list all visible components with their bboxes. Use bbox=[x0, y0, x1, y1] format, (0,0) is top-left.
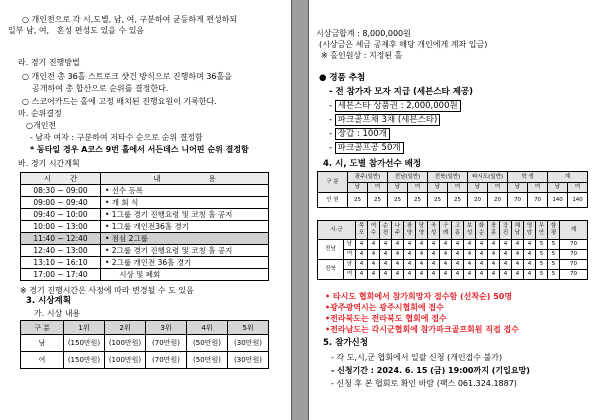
notice-line: •광주광역시는 광주시협회에 접수 bbox=[325, 303, 444, 312]
awards-cell: (150만원) bbox=[64, 335, 105, 352]
summary-value-cell: 25 bbox=[388, 193, 408, 208]
summary-value-cell: 25 bbox=[428, 193, 448, 208]
city-value-cell: 4 bbox=[416, 270, 428, 280]
city-value-cell: 4 bbox=[380, 240, 392, 250]
city-sex-cell: 남 bbox=[344, 260, 356, 270]
table-row bbox=[21, 209, 269, 221]
schedule-content: 시상 및 폐회 bbox=[101, 269, 269, 281]
summary-sex-header: 남 bbox=[468, 183, 488, 193]
summary-value-cell: 25 bbox=[368, 193, 388, 208]
city-value-cell: 4 bbox=[404, 260, 416, 270]
city-value-cell: 4 bbox=[380, 260, 392, 270]
table-row bbox=[21, 352, 269, 369]
summary-value-cell: 25 bbox=[348, 193, 368, 208]
summary-value-cell: 25 bbox=[448, 193, 468, 208]
application-title: 5. 참가신청 bbox=[323, 338, 368, 348]
allocation-summary-table bbox=[317, 171, 588, 208]
application-line: - 신청 후 본 협회로 확인 바람 (팩스 061.324.1887) bbox=[331, 379, 517, 388]
summary-value-cell: 140 bbox=[568, 193, 588, 208]
raffle-item-dash: - bbox=[329, 101, 335, 111]
hole-in-one-note: ※ 홀인원상 : 지정된 홀 bbox=[321, 51, 403, 60]
city-value-cell: 4 bbox=[428, 260, 440, 270]
city-value-cell: 4 bbox=[392, 270, 404, 280]
schedule-time: 11:40 ~ 12:40 bbox=[21, 233, 101, 245]
raffle-title: ● 경품 추첨 bbox=[319, 73, 366, 83]
schedule-time: 08:30 ~ 09:00 bbox=[21, 185, 101, 197]
document-page-left[interactable] bbox=[0, 0, 292, 420]
schedule-table bbox=[20, 172, 269, 281]
intro-line-2: 일부 남, 여, 혼성 편성도 있을 수 있음 bbox=[8, 26, 145, 35]
schedule-content: • 개 회 식 bbox=[101, 197, 269, 209]
awards-header-row bbox=[21, 321, 269, 335]
city-value-cell: 4 bbox=[464, 260, 476, 270]
city-value-cell: 4 bbox=[524, 270, 536, 280]
raffle-item-text: 파크골프채 3채 (세븐스타) bbox=[335, 114, 441, 126]
notice-line: •전라남도는 각시군협회에 참가파크골프회원 직접 접수 bbox=[325, 325, 519, 334]
notice-line: •전라북도는 전라북도 협회에 접수 bbox=[325, 314, 447, 323]
city-value-cell: 4 bbox=[416, 250, 428, 260]
section-ra-line-1: ○ 개인전 총 36홀 스트로크 샷건 방식으로 진행하며 36홀을 bbox=[22, 72, 232, 81]
summary-sex-header: 남 bbox=[388, 183, 408, 193]
raffle-item-text: 전 참가자 모자 지급 (세븐스타 제공) bbox=[335, 87, 474, 97]
raffle-item-text: 세븐스타 상품권 : 2,000,000원 bbox=[335, 100, 461, 112]
awards-table bbox=[20, 320, 269, 369]
city-header-cell: 장 흥 bbox=[488, 221, 500, 240]
city-header-cell: 나 주 bbox=[392, 221, 404, 240]
table-row bbox=[21, 335, 269, 352]
city-value-cell: 4 bbox=[500, 240, 512, 250]
city-header-cell: 순 천 bbox=[380, 221, 392, 240]
table-row bbox=[21, 221, 269, 233]
city-value-cell: 4 bbox=[500, 250, 512, 260]
city-value-cell: 4 bbox=[452, 270, 464, 280]
awards-cell: (100만원) bbox=[105, 352, 146, 369]
schedule-header-row bbox=[21, 173, 269, 185]
city-value-cell: 4 bbox=[392, 240, 404, 250]
raffle-item-dash: - bbox=[329, 87, 336, 97]
city-value-cell: 4 bbox=[524, 250, 536, 260]
summary-sex-header: 남 bbox=[548, 183, 568, 193]
section-ma-line-1: ○개인전 bbox=[26, 121, 57, 130]
allocation-city-table bbox=[317, 220, 588, 280]
summary-group-header: 타시도(일반) bbox=[468, 172, 508, 183]
city-value-cell: 4 bbox=[488, 260, 500, 270]
awards-cell: (50만원) bbox=[187, 352, 228, 369]
city-value-cell: 4 bbox=[428, 270, 440, 280]
raffle-item-dash: - bbox=[329, 129, 335, 139]
city-total-cell: 70 bbox=[560, 250, 588, 260]
city-value-cell: 4 bbox=[452, 250, 464, 260]
document-page-right[interactable] bbox=[308, 0, 600, 420]
raffle-item-text: 파크골프공 50개 bbox=[335, 142, 404, 154]
summary-row-label: 인 원 bbox=[318, 193, 348, 208]
awards-header-cell: 3위 bbox=[146, 321, 187, 335]
summary-group-header: 전남(일반) bbox=[388, 172, 428, 183]
city-value-cell: 4 bbox=[488, 250, 500, 260]
city-value-cell: 4 bbox=[476, 240, 488, 250]
city-value-cell: 4 bbox=[440, 250, 452, 260]
schedule-time: 10:00 ~ 13:00 bbox=[21, 221, 101, 233]
city-value-cell: 4 bbox=[464, 240, 476, 250]
awards-header-cell: 4위 bbox=[187, 321, 228, 335]
table-row bbox=[21, 185, 269, 197]
city-value-cell: 4 bbox=[512, 260, 524, 270]
city-header-cell: 강 진 bbox=[500, 221, 512, 240]
city-value-cell: 5 bbox=[536, 270, 548, 280]
city-value-cell: 4 bbox=[356, 240, 368, 250]
section-ra-title: 라. 경기 진행방법 bbox=[18, 58, 80, 67]
section-ma-title: 마. 순위결정 bbox=[18, 109, 62, 118]
schedule-time: 09:40 ~ 10:00 bbox=[21, 209, 101, 221]
awards-cell: (100만원) bbox=[105, 335, 146, 352]
city-header-cell: 목 포 bbox=[356, 221, 368, 240]
city-value-cell: 4 bbox=[488, 270, 500, 280]
schedule-time: 13:10 ~ 16:10 bbox=[21, 257, 101, 269]
notice-line: • 타시도 협회에서 참가희망자 접수함 (선착순) 50명 bbox=[325, 292, 513, 301]
city-value-cell: 4 bbox=[476, 260, 488, 270]
raffle-item-dash: - bbox=[329, 143, 335, 153]
city-value-cell: 4 bbox=[392, 260, 404, 270]
city-header-cell: 영 암 bbox=[524, 221, 536, 240]
allocation-title: 4. 시, 도별 참가선수 배정 bbox=[323, 159, 422, 169]
awards-cell: (50만원) bbox=[187, 335, 228, 352]
raffle-item-text: 장갑 : 100개 bbox=[335, 128, 390, 140]
awards-cell: (70만원) bbox=[146, 352, 187, 369]
schedule-header-content: 내 용 bbox=[101, 173, 269, 185]
city-value-cell: 4 bbox=[356, 250, 368, 260]
summary-sex-header: 여 bbox=[408, 183, 428, 193]
city-value-cell: 4 bbox=[524, 260, 536, 270]
raffle-item bbox=[329, 87, 473, 98]
summary-value-cell: 20 bbox=[488, 193, 508, 208]
section-ma-line-3: * 동타일 경우 A코스 9번 홀에서 서든데스 니어핀 순위 결정함 bbox=[30, 145, 249, 154]
city-value-cell: 4 bbox=[404, 270, 416, 280]
city-value-cell: 5 bbox=[548, 260, 560, 270]
city-value-cell: 4 bbox=[524, 240, 536, 250]
schedule-time: 12:40 ~ 13:00 bbox=[21, 245, 101, 257]
awards-cell: (30만원) bbox=[228, 335, 269, 352]
summary-value-cell: 70 bbox=[528, 193, 548, 208]
city-total-cell: 70 bbox=[560, 240, 588, 250]
city-sex-cell: 여 bbox=[344, 250, 356, 260]
city-value-cell: 4 bbox=[440, 270, 452, 280]
schedule-content: • 점심 2그룹 bbox=[101, 233, 269, 245]
city-header-cell: 담 양 bbox=[416, 221, 428, 240]
summary-sex-header: 여 bbox=[448, 183, 468, 193]
table-row-highlighted bbox=[21, 233, 269, 245]
city-header-cell: 함 평 bbox=[548, 221, 560, 240]
city-value-cell: 4 bbox=[356, 270, 368, 280]
city-value-cell: 4 bbox=[500, 270, 512, 280]
awards-cell: (70만원) bbox=[146, 335, 187, 352]
awards-title: 3. 시상계획 bbox=[26, 296, 71, 306]
summary-sex-header: 남 bbox=[508, 183, 528, 193]
city-total-header: 계 bbox=[560, 221, 588, 240]
summary-value-cell: 20 bbox=[468, 193, 488, 208]
schedule-content: • 1그룹 개인전36홀 경기 bbox=[101, 221, 269, 233]
intro-line-1: ○ 개인전으로 각 시,도별, 남, 여, 구분하여 균등하게 편성하되 bbox=[22, 15, 238, 24]
raffle-item bbox=[329, 101, 461, 112]
schedule-content: • 1그룹 경기 진행요령 및 코칭 홀 공지 bbox=[101, 209, 269, 221]
summary-value-cell: 70 bbox=[508, 193, 528, 208]
summary-sex-header: 남 bbox=[348, 183, 368, 193]
schedule-note: ※ 경기 진행시간은 사정에 따라 변경될 수 도 있음 bbox=[20, 286, 194, 295]
summary-corner-cell: 구 분 bbox=[318, 172, 348, 193]
awards-header-cell: 2위 bbox=[105, 321, 146, 335]
table-row bbox=[318, 270, 588, 280]
city-value-cell: 4 bbox=[476, 250, 488, 260]
city-value-cell: 4 bbox=[392, 250, 404, 260]
table-row bbox=[318, 260, 588, 270]
city-value-cell: 4 bbox=[500, 260, 512, 270]
section-ra-line-2: 공개하여 총 합산으로 순위를 결정한다. bbox=[32, 84, 169, 93]
city-value-cell: 4 bbox=[488, 240, 500, 250]
city-sex-cell: 남 bbox=[344, 240, 356, 250]
summary-group-header: 학 생 bbox=[508, 172, 548, 183]
city-header-cell: 해 남 bbox=[512, 221, 524, 240]
city-header-cell: 보 성 bbox=[464, 221, 476, 240]
city-total-cell: 70 bbox=[560, 260, 588, 270]
city-header-row bbox=[318, 221, 588, 240]
application-line: - 각 도,시,군 협회에서 일괄 신청 (개인접수 불가) bbox=[331, 353, 503, 362]
awards-row-label: 여 bbox=[21, 352, 64, 369]
table-row bbox=[21, 245, 269, 257]
city-value-cell: 4 bbox=[428, 250, 440, 260]
prize-note: (시상금은 세금 공제후 해당 개인에게 계좌 입금) bbox=[319, 40, 488, 49]
city-header-cell: 고 흥 bbox=[452, 221, 464, 240]
summary-sex-header: 남 bbox=[428, 183, 448, 193]
city-value-cell: 4 bbox=[368, 270, 380, 280]
table-row bbox=[21, 197, 269, 209]
city-total-cell: 70 bbox=[560, 270, 588, 280]
summary-group-header: 전북(일반) bbox=[428, 172, 468, 183]
city-value-cell: 4 bbox=[368, 250, 380, 260]
city-value-cell: 5 bbox=[548, 240, 560, 250]
schedule-content: • 선수 등록 bbox=[101, 185, 269, 197]
city-header-cell: 곡 성 bbox=[428, 221, 440, 240]
awards-row-label: 남 bbox=[21, 335, 64, 352]
city-value-cell: 4 bbox=[404, 250, 416, 260]
city-value-cell: 4 bbox=[512, 270, 524, 280]
city-value-cell: 4 bbox=[452, 260, 464, 270]
summary-sex-header: 여 bbox=[488, 183, 508, 193]
city-value-cell: 4 bbox=[416, 260, 428, 270]
schedule-time: 09:00 ~ 09:40 bbox=[21, 197, 101, 209]
summary-value-cell: 25 bbox=[408, 193, 428, 208]
summary-sex-header: 여 bbox=[568, 183, 588, 193]
city-value-cell: 4 bbox=[464, 270, 476, 280]
awards-header-cell: 5위 bbox=[228, 321, 269, 335]
summary-header-row bbox=[318, 172, 588, 183]
application-deadline: - 신청기간 : 2024. 6. 15 (금) 19:00까지 (기입요망) bbox=[331, 366, 530, 375]
city-value-cell: 4 bbox=[440, 260, 452, 270]
city-sex-cell: 여 bbox=[344, 270, 356, 280]
city-value-cell: 5 bbox=[536, 240, 548, 250]
city-value-cell: 4 bbox=[368, 240, 380, 250]
city-value-cell: 4 bbox=[368, 260, 380, 270]
city-value-cell: 5 bbox=[548, 250, 560, 260]
summary-subheader-row bbox=[318, 183, 588, 193]
raffle-item bbox=[329, 143, 404, 154]
city-value-cell: 5 bbox=[536, 260, 548, 270]
schedule-content: • 2그룹 경기 진행요령 및 코칭 홀 공지 bbox=[101, 245, 269, 257]
city-value-cell: 4 bbox=[512, 240, 524, 250]
city-value-cell: 4 bbox=[476, 270, 488, 280]
table-row bbox=[21, 257, 269, 269]
summary-value-cell: 140 bbox=[548, 193, 568, 208]
summary-sex-header: 여 bbox=[528, 183, 548, 193]
city-value-cell: 4 bbox=[380, 270, 392, 280]
awards-header-cell: 구 분 bbox=[21, 321, 64, 335]
table-row bbox=[318, 250, 588, 260]
raffle-item bbox=[329, 129, 390, 140]
awards-header-cell: 1위 bbox=[64, 321, 105, 335]
summary-group-header: 계 bbox=[548, 172, 588, 183]
city-header-cell: 광 양 bbox=[404, 221, 416, 240]
awards-cell: (150만원) bbox=[64, 352, 105, 369]
table-row bbox=[318, 240, 588, 250]
city-region-cell: 전북 bbox=[318, 260, 344, 280]
city-corner-cell: 시·군 bbox=[318, 221, 356, 240]
city-header-cell: 화 순 bbox=[476, 221, 488, 240]
city-header-cell: 무 안 bbox=[536, 221, 548, 240]
city-value-cell: 4 bbox=[416, 240, 428, 250]
city-value-cell: 4 bbox=[440, 240, 452, 250]
section-ma-line-2: - 남자 여자 : 구분하여 저타수 순으로 순위 결정함 bbox=[30, 133, 203, 142]
schedule-time: 17:00 ~ 17:40 bbox=[21, 269, 101, 281]
schedule-header-time: 시 간 bbox=[21, 173, 101, 185]
summary-group-header: 광주(일반) bbox=[348, 172, 388, 183]
table-row bbox=[21, 269, 269, 281]
awards-cell: (30만원) bbox=[228, 352, 269, 369]
summary-sex-header: 여 bbox=[368, 183, 388, 193]
city-header-cell: 여 수 bbox=[368, 221, 380, 240]
city-value-cell: 4 bbox=[464, 250, 476, 260]
raffle-item bbox=[329, 115, 440, 126]
city-value-cell: 4 bbox=[452, 240, 464, 250]
section-ra-line-3: ○ 스코어카드는 홀에 고정 배치된 진행요원이 기록한다. bbox=[22, 97, 217, 106]
city-region-cell: 전남 bbox=[318, 240, 344, 260]
schedule-title: 바. 경기 시간계획 bbox=[18, 159, 80, 168]
city-value-cell: 5 bbox=[548, 270, 560, 280]
city-value-cell: 4 bbox=[428, 240, 440, 250]
city-header-cell: 구 례 bbox=[440, 221, 452, 240]
city-value-cell: 4 bbox=[404, 240, 416, 250]
city-value-cell: 4 bbox=[380, 250, 392, 260]
prize-total: 시상금합계 : 8,000,000원 bbox=[316, 29, 411, 38]
awards-subtitle: 가. 시상 내용 bbox=[34, 309, 81, 318]
city-value-cell: 4 bbox=[356, 260, 368, 270]
raffle-item-dash: - bbox=[329, 115, 335, 125]
table-row bbox=[318, 193, 588, 208]
schedule-content: • 2그룹 개인전 36홀 경기 bbox=[101, 257, 269, 269]
city-value-cell: 4 bbox=[512, 250, 524, 260]
city-value-cell: 5 bbox=[536, 250, 548, 260]
